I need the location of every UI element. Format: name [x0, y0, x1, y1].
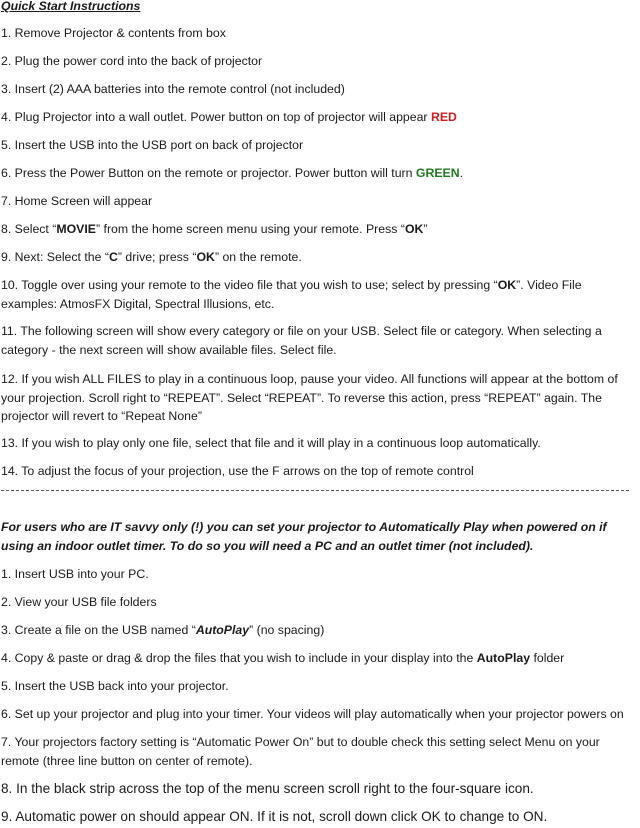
- step-9-text-b: ” drive; press “: [117, 250, 197, 264]
- auto-step-7: 7. Your projectors factory setting is “Automatic Power On” but to double check this setting select Menu on your remote (three line button on center of remote).: [1, 735, 600, 768]
- step-10-text-b: ”. Video File examples: AtmosFX Digital, Spectral Illusions, etc.: [1, 278, 582, 311]
- auto-step-4-text-a: 4. Copy & paste or drag & drop the files that you wish to include in your display into the: [1, 651, 477, 665]
- step-8-text-a: 8. Select “: [1, 222, 57, 236]
- auto-step-8: 8. In the black strip across the top of the menu screen scroll right to the four-square icon.: [1, 781, 534, 796]
- step-8-text-c: ”: [423, 222, 428, 236]
- auto-step-9: 9. Automatic power on should appear ON. If it is not, scroll down click OK to change to ON.: [1, 809, 548, 824]
- step-9-text-a: 9. Next: Select the “: [1, 250, 109, 264]
- auto-step-6: 6. Set up your projector and plug into your timer. Your videos will play automatically when your projector powers on: [1, 707, 624, 721]
- auto-step-3: [1, 621, 324, 640]
- auto-step-1: 1. Insert USB into your PC.: [1, 567, 149, 581]
- auto-step-4: [1, 649, 564, 668]
- step-2: 2. Plug the power cord into the back of projector: [1, 54, 263, 68]
- step-6-end: .: [459, 166, 464, 180]
- step-5: 5. Insert the USB into the USB port on back of projector: [1, 138, 304, 152]
- auto-step-5: 5. Insert the USB back into your projector.: [1, 679, 229, 693]
- autoplay-folder-name: AutoPlay: [195, 623, 250, 637]
- auto-step-2: 2. View your USB file folders: [1, 595, 157, 609]
- step-4: [1, 108, 457, 127]
- green-status-text: GREEN: [415, 166, 460, 180]
- c-drive-label: C: [109, 250, 118, 264]
- dashed-divider: [1, 490, 629, 491]
- auto-step-3-text-a: 3. Create a file on the USB named “: [1, 623, 196, 637]
- step-8-text-b: ” from the home screen menu using your remote. Press “: [96, 222, 405, 236]
- step-9: [1, 248, 302, 267]
- step-13: 13. If you wish to play only one file, select that file and it will play in a continuous loop automatically.: [1, 436, 541, 450]
- step-8: [1, 220, 428, 239]
- step-12: 12. If you wish ALL FILES to play in a continuous loop, pause your video. All functions will appear at the bottom of your projection. Scroll right to “REPEAT”. Select “REPEAT”. To reverse this action, press “REPEAT” again. The projector will revert to “Repeat None”: [1, 372, 618, 423]
- step-7: 7. Home Screen will appear: [1, 194, 153, 208]
- auto-step-4-text-b: folder: [530, 651, 565, 665]
- step-10: [1, 276, 635, 313]
- step-6-text: 6. Press the Power Button on the remote or projector. Power button will turn: [1, 166, 416, 180]
- autoplay-folder-name: AutoPlay: [476, 651, 531, 665]
- step-10-text-a: 10. Toggle over using your remote to the video file that you wish to use; select by pressing “: [1, 278, 498, 292]
- ok-label: OK: [497, 278, 517, 292]
- it-savvy-note: For users who are IT savvy only (!) you can set your projector to Automatically Play when powered on if using an indoor outlet timer. To do so you will need a PC and an outlet timer (not included).: [1, 520, 607, 553]
- page-title: Quick Start Instructions: [1, 0, 141, 13]
- movie-label: MOVIE: [56, 222, 97, 236]
- step-6: [1, 164, 463, 183]
- step-1: 1. Remove Projector & contents from box: [1, 26, 226, 40]
- ok-label: OK: [404, 222, 424, 236]
- step-11: 11. The following screen will show every category or file on your USB. Select file or category. When selecting a category - the next screen will show available files. Select file.: [1, 324, 602, 357]
- step-9-text-d: ” on the remote.: [214, 250, 302, 264]
- red-status-text: RED: [430, 110, 457, 124]
- step-3: 3. Insert (2) AAA batteries into the remote control (not included): [1, 82, 345, 96]
- step-4-text: 4. Plug Projector into a wall outlet. Power button on top of projector will appear: [1, 110, 431, 124]
- ok-label: OK: [196, 250, 215, 264]
- step-14: 14. To adjust the focus of your projection, use the F arrows on the top of remote control: [1, 464, 474, 478]
- auto-step-3-text-b: ” (no spacing): [249, 623, 325, 637]
